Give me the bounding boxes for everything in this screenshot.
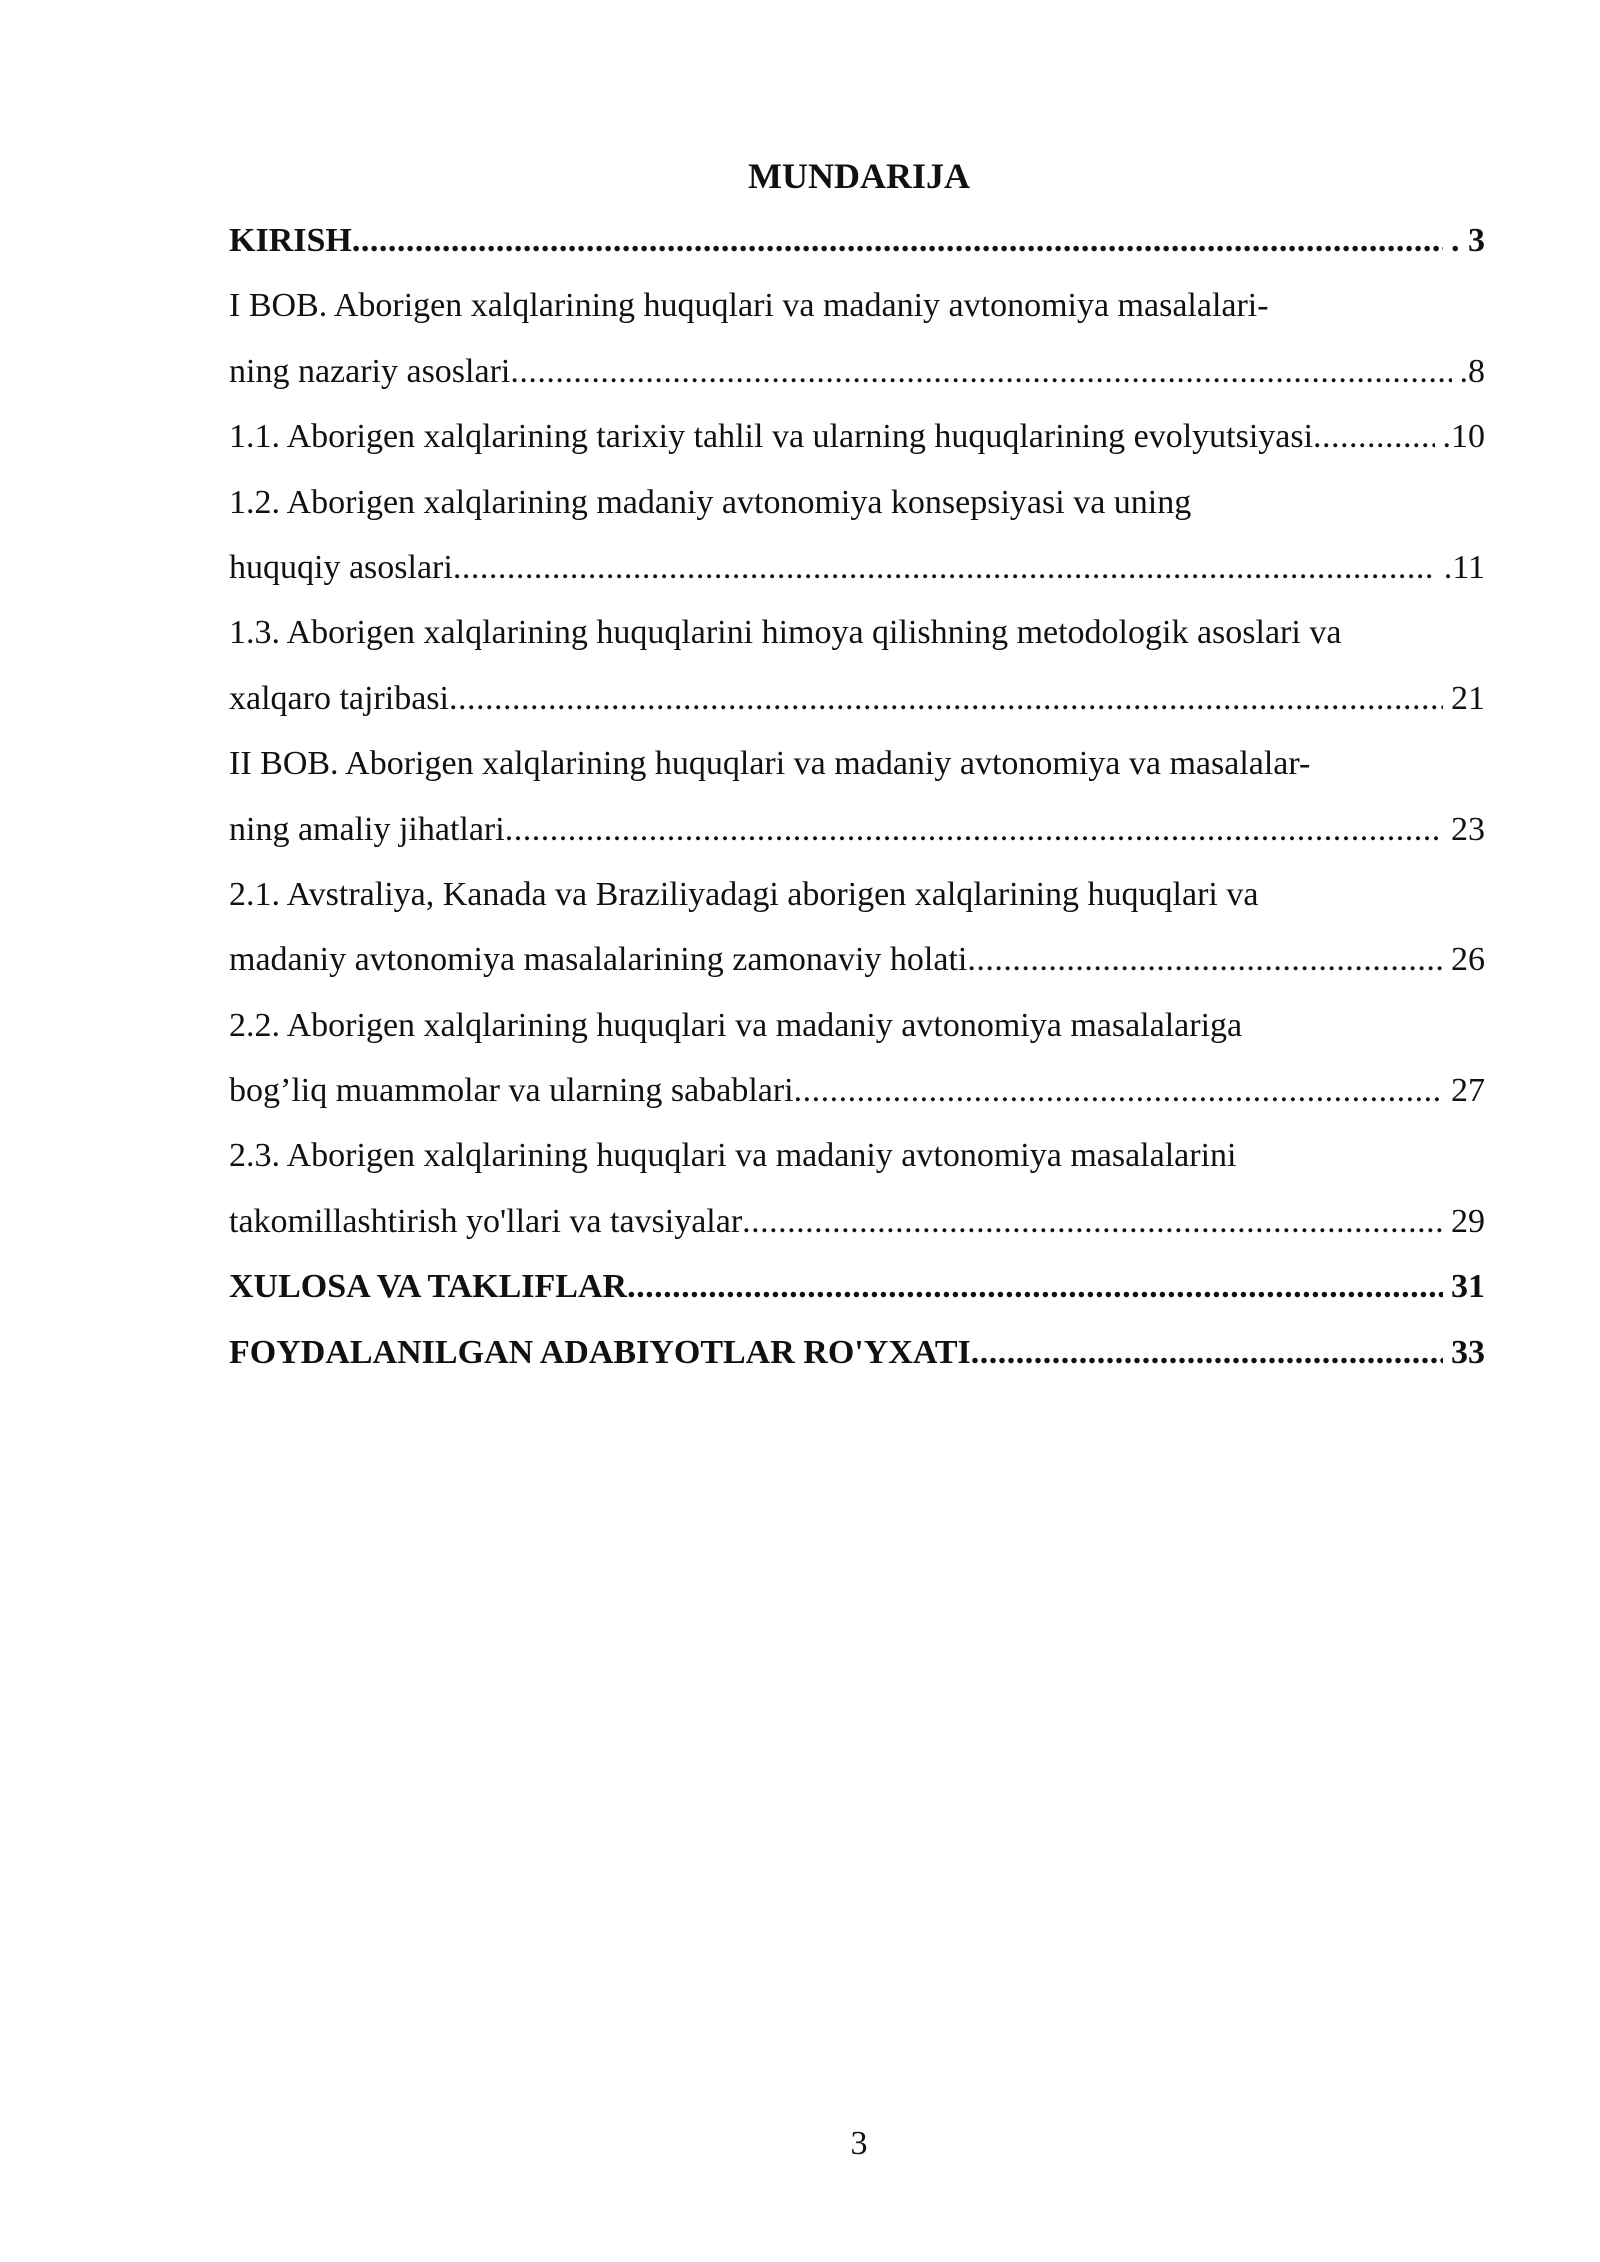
toc-dot-leader — [794, 1058, 1443, 1123]
toc-entry — [229, 1189, 1485, 1254]
toc-entry-text: takomillashtirish yo'llari va tavsiyalar — [229, 1202, 743, 1240]
toc-entry — [229, 600, 1485, 665]
toc-entry — [229, 993, 1485, 1058]
toc-dot-leader — [352, 208, 1443, 273]
toc-entry — [229, 1058, 1485, 1123]
page-title: MUNDARIJA — [748, 156, 970, 196]
toc-dot-leader — [505, 797, 1443, 862]
toc-dot-leader — [510, 339, 1451, 404]
toc-entry-page: .10 — [1442, 418, 1485, 456]
toc-entry-page: 26 — [1451, 941, 1485, 979]
toc-entry-text: I BOB. Aborigen xalqlarining huquqlari va madaniy avtonomiya masalalari- — [229, 287, 1269, 325]
toc-entry-page: .11 — [1443, 548, 1485, 586]
toc-entry-page: 27 — [1451, 1072, 1485, 1110]
toc-entry-text: 2.2. Aborigen xalqlarining huquqlari va madaniy avtonomiya masalalariga — [229, 1006, 1243, 1044]
toc-dot-leader — [742, 1189, 1443, 1254]
toc-entry-text: 1.3. Aborigen xalqlarining huquqlarini himoya qilishning metodologik asoslari va — [229, 614, 1342, 652]
toc-entry — [229, 535, 1485, 600]
toc-entry — [229, 797, 1485, 862]
toc-dot-leader — [627, 1254, 1443, 1319]
toc-dot-leader — [449, 666, 1443, 731]
toc-entry-text: 1.2. Aborigen xalqlarining madaniy avtonomiya konsepsiyasi va uning — [229, 483, 1192, 521]
toc-entry — [229, 1123, 1485, 1188]
toc-entry-text: FOYDALANILGAN ADABIYOTLAR RO'YXATI — [229, 1333, 971, 1371]
toc-dot-leader — [967, 927, 1443, 992]
toc-entry — [229, 1320, 1485, 1385]
toc-entry-text: madaniy avtonomiya masalalarining zamonaviy holati — [229, 941, 968, 979]
toc-dot-leader — [971, 1320, 1443, 1385]
toc-entry-text: bog’liq muammolar va ularning sabablari — [229, 1072, 794, 1110]
toc-entry-text: 2.3. Aborigen xalqlarining huquqlari va madaniy avtonomiya masalalarini — [229, 1137, 1237, 1175]
toc-entry-page: 29 — [1451, 1202, 1485, 1240]
toc-entry-text: ning nazariy asoslari — [229, 352, 511, 390]
toc-entry — [229, 1254, 1485, 1319]
toc-entry — [229, 666, 1485, 731]
toc-entry-text: XULOSA VA TAKLIFLAR — [229, 1268, 628, 1306]
toc-entry-page: 31 — [1451, 1268, 1485, 1306]
toc-entry-text: KIRISH — [229, 222, 352, 259]
table-of-contents — [229, 208, 1485, 1385]
toc-entry — [229, 208, 1485, 273]
toc-entry-page: . 3 — [1451, 222, 1485, 259]
toc-entry-text: xalqaro tajribasi — [229, 679, 449, 717]
toc-entry-text: ning amaliy jihatlari — [229, 810, 505, 848]
toc-entry-text: 1.1. Aborigen xalqlarining tarixiy tahlil va ularning huquqlarining evolyutsiyasi — [229, 418, 1314, 456]
toc-entry-page: 23 — [1451, 810, 1485, 848]
toc-entry — [229, 339, 1485, 404]
toc-entry — [229, 273, 1485, 338]
toc-entry — [229, 470, 1485, 535]
toc-entry — [229, 731, 1485, 796]
toc-entry-text: 2.1. Avstraliya, Kanada va Braziliyadagi aborigen xalqlarining huquqlari va — [229, 875, 1259, 913]
toc-entry-page: .8 — [1459, 352, 1485, 390]
toc-entry — [229, 404, 1485, 469]
toc-entry — [229, 862, 1485, 927]
toc-entry — [229, 927, 1485, 992]
toc-entry-text: II BOB. Aborigen xalqlarining huquqlari va madaniy avtonomiya va masalalar- — [229, 745, 1311, 783]
toc-dot-leader — [1313, 404, 1434, 469]
page-number: 3 — [850, 2125, 868, 2162]
toc-dot-leader — [453, 535, 1436, 600]
toc-entry-text: huquqiy asoslari — [229, 548, 453, 586]
toc-entry-page: 21 — [1451, 679, 1485, 717]
toc-entry-page: 33 — [1451, 1333, 1485, 1371]
